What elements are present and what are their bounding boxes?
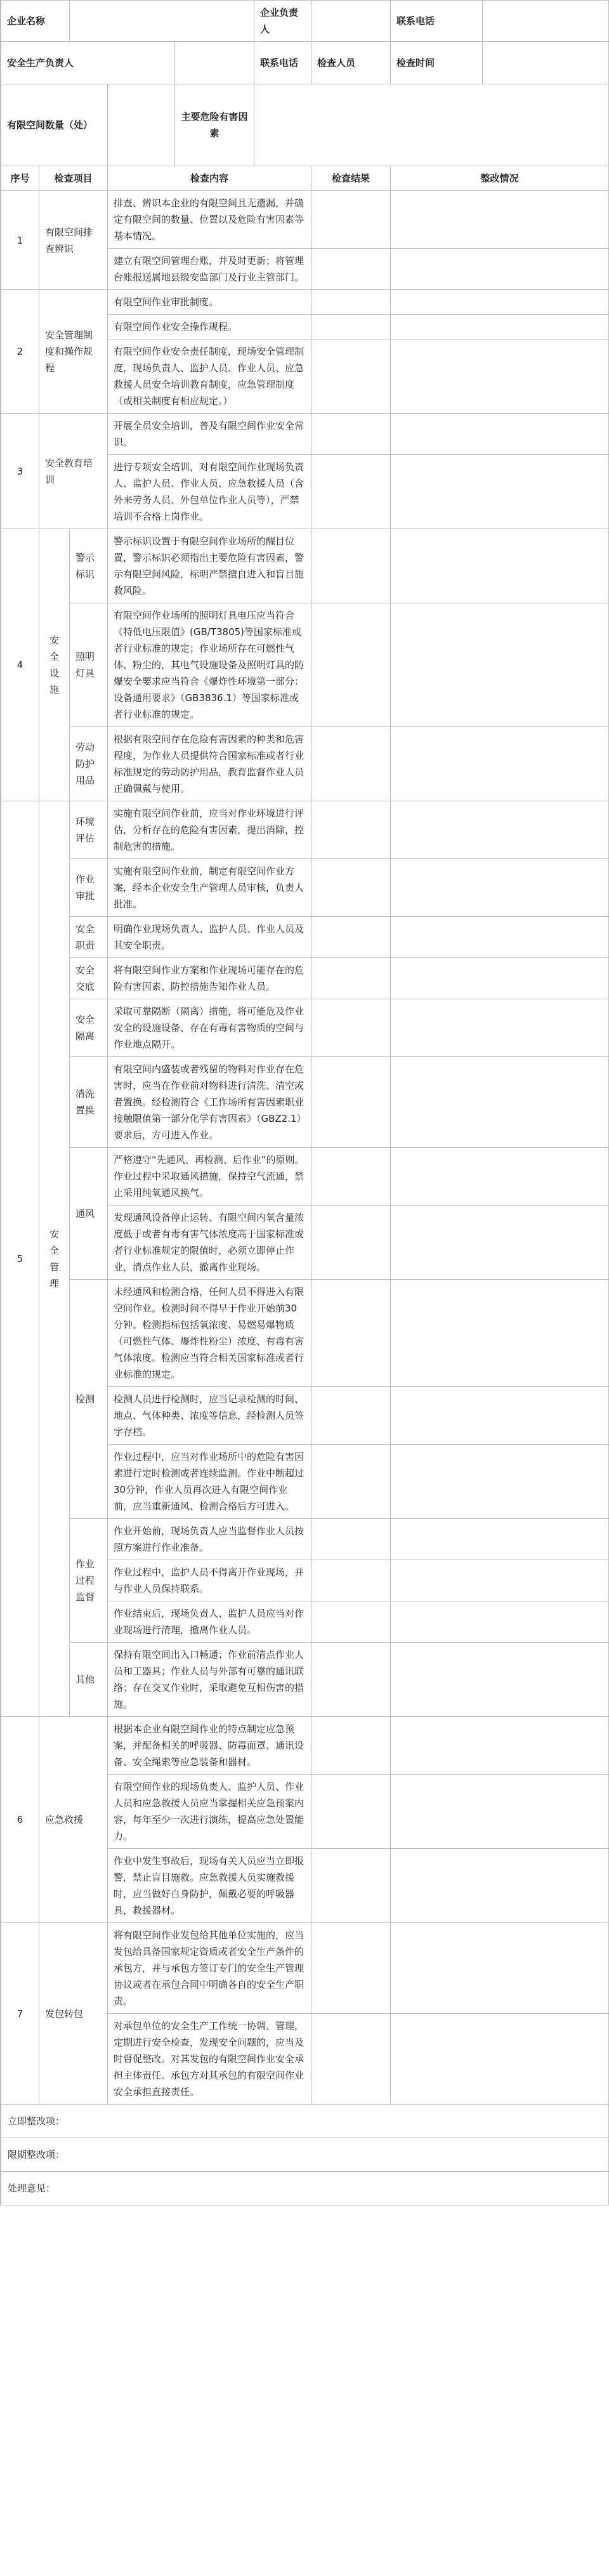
check-content: 有限空间内盛装或者残留的物料对作业存在危害时，应当在作业前对物料进行清洗、清空或者置换。经检测符合《工作场所有害因素职业接触限值第一部分化学有害因素》（GBZ2.1）要求后，方可进入作业。 (108, 1057, 311, 1148)
header-row-3 (1, 84, 609, 166)
check-result-cell[interactable] (311, 727, 391, 801)
check-result-cell[interactable] (311, 1057, 391, 1148)
check-content: 排查、辨识本企业的有限空间且无遗漏，并确定有限空间的数量、位置以及危险有害因素等基本情况。 (108, 191, 311, 249)
check-result-cell[interactable] (311, 958, 391, 999)
company-leader-label: 企业负责人 (254, 1, 311, 42)
table-row (1, 290, 609, 315)
rectify-cell[interactable] (391, 1445, 609, 1519)
table-row (1, 414, 609, 455)
table-row (1, 727, 609, 801)
company-name-label: 企业名称 (1, 1, 70, 42)
safety-leader-value[interactable] (175, 42, 254, 84)
table-row (1, 1643, 609, 1717)
check-result-cell[interactable] (311, 1387, 391, 1445)
check-result-cell[interactable] (311, 1445, 391, 1519)
header-row-2 (1, 42, 609, 84)
table-row (1, 999, 609, 1057)
section-no: 5 (1, 801, 39, 1717)
rectify-cell[interactable] (391, 414, 609, 455)
check-content: 有限空间作业安全操作规程。 (108, 315, 311, 339)
check-content: 将有限空间作业方案和作业现场可能存在的危险有害因素、防控措施告知作业人员。 (108, 958, 311, 999)
check-content: 明确作业现场负责人、监护人员、作业人员及其安全职责。 (108, 917, 311, 958)
check-content: 实施有限空间作业前，应当对作业环境进行评估，分析存在的危险有害因素，提出消除，控制危害的措施。 (108, 801, 311, 859)
check-content: 将有限空间作业发包给其他单位实施的，应当发包给具备国家规定资质或者安全生产条件的承包方，并与承包方签订专门的安全生产管理协议或者在承包合同中明确各自的安全生产职责。 (108, 1923, 311, 2014)
col-result: 检查结果 (311, 166, 391, 191)
check-result-cell[interactable] (311, 859, 391, 917)
sub-item-name: 作业审批 (70, 859, 108, 917)
check-result-cell[interactable] (311, 1148, 391, 1206)
inspection-time-label: 检查时间 (391, 42, 483, 84)
check-result-cell[interactable] (311, 1280, 391, 1387)
sub-item-name: 警示标识 (70, 529, 108, 603)
sub-item-name: 检测 (70, 1280, 108, 1519)
check-result-cell[interactable] (311, 339, 391, 414)
check-content: 根据有限空间存在危险有害因素的种类和危害程度，为作业人员提供符合国家标准或者行业标准规定的劳动防护用品，教育监督作业人员正确佩戴与使用。 (108, 727, 311, 801)
deadline-rectify-field[interactable]: 限期整改项： (1, 2138, 609, 2172)
rectify-cell[interactable] (391, 1717, 609, 1775)
table-row (1, 529, 609, 603)
contact-phone-label: 联系电话 (391, 1, 483, 42)
section-no: 2 (1, 290, 39, 414)
sub-item-name: 作业过程监督 (70, 1519, 108, 1643)
check-content: 采取可靠隔断（隔离）措施，将可能危及作业安全的设施设备、存在有毒有害物质的空间与作业地点隔开。 (108, 999, 311, 1057)
check-content: 作业开始前，现场负责人应当监督作业人员按照方案进行作业准备。 (108, 1519, 311, 1560)
check-result-cell[interactable] (311, 1601, 391, 1643)
section-no: 1 (1, 191, 39, 290)
check-result-cell[interactable] (311, 249, 391, 290)
contact-phone-label-2: 联系电话 (254, 42, 311, 84)
check-result-cell[interactable] (311, 414, 391, 455)
check-result-cell[interactable] (311, 529, 391, 603)
sub-item-name: 环境评估 (70, 801, 108, 859)
table-row (1, 1280, 609, 1387)
rectify-cell[interactable] (391, 290, 609, 315)
footer-row (1, 2138, 609, 2172)
check-content: 根据本企业有限空间作业的特点制定应急预案，并配备相关的呼吸器、防毒面罩、通讯设备、安全绳索等应急装备和器材。 (108, 1717, 311, 1775)
col-no: 序号 (1, 166, 39, 191)
check-result-cell[interactable] (311, 917, 391, 958)
check-content: 警示标识设置于有限空间作业场所的醒目位置，警示标识必须指出主要危险有害因素，警示有限空间风险，标明严禁擅自进入和盲目施救风险。 (108, 529, 311, 603)
rectify-cell[interactable] (391, 958, 609, 999)
rectify-cell[interactable] (391, 859, 609, 917)
sub-item-name: 通风 (70, 1148, 108, 1280)
rectify-cell[interactable] (391, 249, 609, 290)
check-result-cell[interactable] (311, 1643, 391, 1717)
check-content: 进行专项安全培训，对有限空间作业现场负责人、监护人员、作业人员、应急救援人员（含外来劳务人员、外包单位作业人员等），严禁培训不合格上岗作业。 (108, 455, 311, 529)
table-row (1, 1923, 609, 2014)
check-result-cell[interactable] (311, 1717, 391, 1775)
rectify-cell[interactable] (391, 917, 609, 958)
contact-phone-value[interactable] (483, 1, 609, 42)
sub-item-name: 照明灯具 (70, 603, 108, 727)
rectify-cell[interactable] (391, 1206, 609, 1280)
check-content: 作业结束后，现场负责人、监护人员应当对作业现场进行清理，撤离作业人员。 (108, 1601, 311, 1643)
table-row (1, 859, 609, 917)
sub-item-name: 其他 (70, 1643, 108, 1717)
column-header-row (1, 166, 609, 191)
col-item: 检查项目 (39, 166, 108, 191)
check-content: 实施有限空间作业前，制定有限空间作业方案，经本企业安全生产管理人员审核，负责人批准。 (108, 859, 311, 917)
check-result-cell[interactable] (311, 2014, 391, 2105)
safety-leader-label: 安全生产负责人 (1, 42, 175, 84)
section-name: 安全管理 (39, 801, 70, 1717)
check-result-cell[interactable] (311, 999, 391, 1057)
sub-item-name: 安全交底 (70, 958, 108, 999)
space-count-label: 有限空间数量（处） (1, 84, 108, 166)
table-row (1, 958, 609, 999)
rectify-cell[interactable] (391, 455, 609, 529)
sub-item-name: 安全隔离 (70, 999, 108, 1057)
rectify-cell[interactable] (391, 1280, 609, 1387)
rectify-cell[interactable] (391, 603, 609, 727)
table-row (1, 603, 609, 727)
rectify-cell[interactable] (391, 1148, 609, 1206)
rectify-cell[interactable] (391, 191, 609, 249)
check-result-cell[interactable] (311, 1775, 391, 1849)
rectify-cell[interactable] (391, 801, 609, 859)
col-content: 检查内容 (108, 166, 311, 191)
space-count-value[interactable] (108, 84, 175, 166)
check-content: 作业过程中，监护人员不得离开作业现场，并与作业人员保持联系。 (108, 1560, 311, 1601)
check-content: 建立有限空间管理台账，并及时更新；将管理台账报送属地县级安监部门及行业主管部门。 (108, 249, 311, 290)
rectify-cell[interactable] (391, 529, 609, 603)
rectify-cell[interactable] (391, 315, 609, 339)
check-result-cell[interactable] (311, 1923, 391, 2014)
rectify-cell[interactable] (391, 727, 609, 801)
check-result-cell[interactable] (311, 1206, 391, 1280)
check-content: 保持有限空间出入口畅通；作业前清点作业人员和工器具；作业人员与外部有可靠的通讯联络；存在交叉作业时，采取避免互相伤害的措施。 (108, 1643, 311, 1717)
rectify-cell[interactable] (391, 1601, 609, 1643)
rectify-cell[interactable] (391, 1560, 609, 1601)
section-name: 安全教育培训 (39, 414, 108, 529)
col-rectify: 整改情况 (391, 166, 609, 191)
rectify-cell[interactable] (391, 2014, 609, 2105)
inspector-label: 检查人员 (311, 42, 391, 84)
sub-item-name: 劳动防护用品 (70, 727, 108, 801)
check-content: 有限空间作业的现场负责人、监护人员、作业人员和应急救援人员应当掌握相关应急预案内容，每年至少一次进行演练，提高应急处置能力。 (108, 1775, 311, 1849)
section-no: 4 (1, 529, 39, 801)
check-content: 作业中发生事故后，现场有关人员应当立即报警，禁止盲目施救。应急救援人员实施救援时，应当做好自身防护，佩戴必要的呼吸器具，救援器材。 (108, 1849, 311, 1923)
immediate-rectify-field[interactable]: 立即整改项： (1, 2105, 609, 2138)
check-content: 有限空间作业审批制度。 (108, 290, 311, 315)
rectify-cell[interactable] (391, 1643, 609, 1717)
opinion-field[interactable]: 处理意见： (1, 2172, 609, 2205)
section-no: 7 (1, 1923, 39, 2105)
check-content: 未经通风和检测合格，任何人员不得进入有限空间作业。检测时间不得早于作业开始前30分钟。检测指标包括氧浓度、易燃易爆物质（可燃性气体、爆炸性粉尘）浓度、有毒有害气体浓度。检测应当符合相关国家标准或者行业标准的规定。 (108, 1280, 311, 1387)
check-content: 开展全员安全培训，普及有限空间作业安全常识。 (108, 414, 311, 455)
main-hazards-label: 主要危险有害因素 (175, 84, 254, 166)
check-result-cell[interactable] (311, 191, 391, 249)
company-name-value[interactable] (70, 1, 254, 42)
rectify-cell[interactable] (391, 1923, 609, 2014)
rectify-cell[interactable] (391, 1775, 609, 1849)
sub-item-name: 清洗置换 (70, 1057, 108, 1148)
check-content: 有限空间作业场所的照明灯具电压应当符合《特低电压限值》(GB/T3805)等国家标准或者行业标准的规定；作业场所存在可燃性气体、粉尘的，其电气设施设备及照明灯具的防爆安全要求应当符合《爆炸性环境第一部分：设备通用要求》（GB3836.1）等国家标准或者行业标准的规定。 (108, 603, 311, 727)
rectify-cell[interactable] (391, 1849, 609, 1923)
rectify-cell[interactable] (391, 1387, 609, 1445)
inspection-table (1, 0, 609, 2205)
check-content: 对承包单位的安全生产工作统一协调、管理，定期进行安全检查，发现安全问题的，应当及时督促整改。对其发包的有限空间作业安全承担主体责任。承包方对其承包的有限空间作业安全承担直接责任。 (108, 2014, 311, 2105)
check-content: 检测人员进行检测时，应当记录检测的时间、地点、气体种类、浓度等信息，经检测人员签字存档。 (108, 1387, 311, 1445)
check-content: 发现通风设备停止运转、有限空间内氧含量浓度低于或者有毒有害气体浓度高于国家标准或者行业标准规定的限值时，必须立即停止作业，清点作业人员，撤离作业现场。 (108, 1206, 311, 1280)
check-result-cell[interactable] (311, 290, 391, 315)
check-content: 作业过程中，应当对作业场所中的危险有害因素进行定时检测或者连续监测。作业中断超过30分钟，作业人员再次进入有限空间作业前，应当重新通风、检测合格后方可进入。 (108, 1445, 311, 1519)
company-leader-value[interactable] (311, 1, 391, 42)
rectify-cell[interactable] (391, 999, 609, 1057)
check-result-cell[interactable] (311, 603, 391, 727)
section-no: 6 (1, 1717, 39, 1923)
table-row (1, 917, 609, 958)
check-result-cell[interactable] (311, 801, 391, 859)
check-content: 严格遵守“先通风、再检测、后作业”的原则。作业过程中采取通风措施，保持空气流通，禁止采用纯氧通风换气。 (108, 1148, 311, 1206)
main-hazards-value[interactable] (254, 84, 609, 166)
table-row (1, 1519, 609, 1560)
check-result-cell[interactable] (311, 315, 391, 339)
section-name: 有限空间排查辨识 (39, 191, 108, 290)
check-result-cell[interactable] (311, 1849, 391, 1923)
table-row (1, 191, 609, 249)
check-result-cell[interactable] (311, 455, 391, 529)
section-no: 3 (1, 414, 39, 529)
sub-item-name: 安全职责 (70, 917, 108, 958)
table-row (1, 1057, 609, 1148)
section-name: 安全管理制度和操作规程 (39, 290, 108, 414)
rectify-cell[interactable] (391, 1519, 609, 1560)
table-row (1, 801, 609, 859)
section-name: 安全设施 (39, 529, 70, 801)
inspection-time-value[interactable] (483, 42, 609, 84)
check-result-cell[interactable] (311, 1519, 391, 1560)
check-result-cell[interactable] (311, 1560, 391, 1601)
rectify-cell[interactable] (391, 339, 609, 414)
table-row (1, 1717, 609, 1775)
header-row-1 (1, 1, 609, 42)
section-name: 应急救援 (39, 1717, 108, 1923)
section-name: 发包转包 (39, 1923, 108, 2105)
rectify-cell[interactable] (391, 1057, 609, 1148)
footer-row (1, 2105, 609, 2138)
footer-row (1, 2172, 609, 2205)
check-content: 有限空间作业安全责任制度，现场安全管理制度，现场负责人、监护人员、作业人员、应急救援人员安全培训教育制度，应急管理制度（或相关制度有相应规定。） (108, 339, 311, 414)
table-row (1, 1148, 609, 1206)
